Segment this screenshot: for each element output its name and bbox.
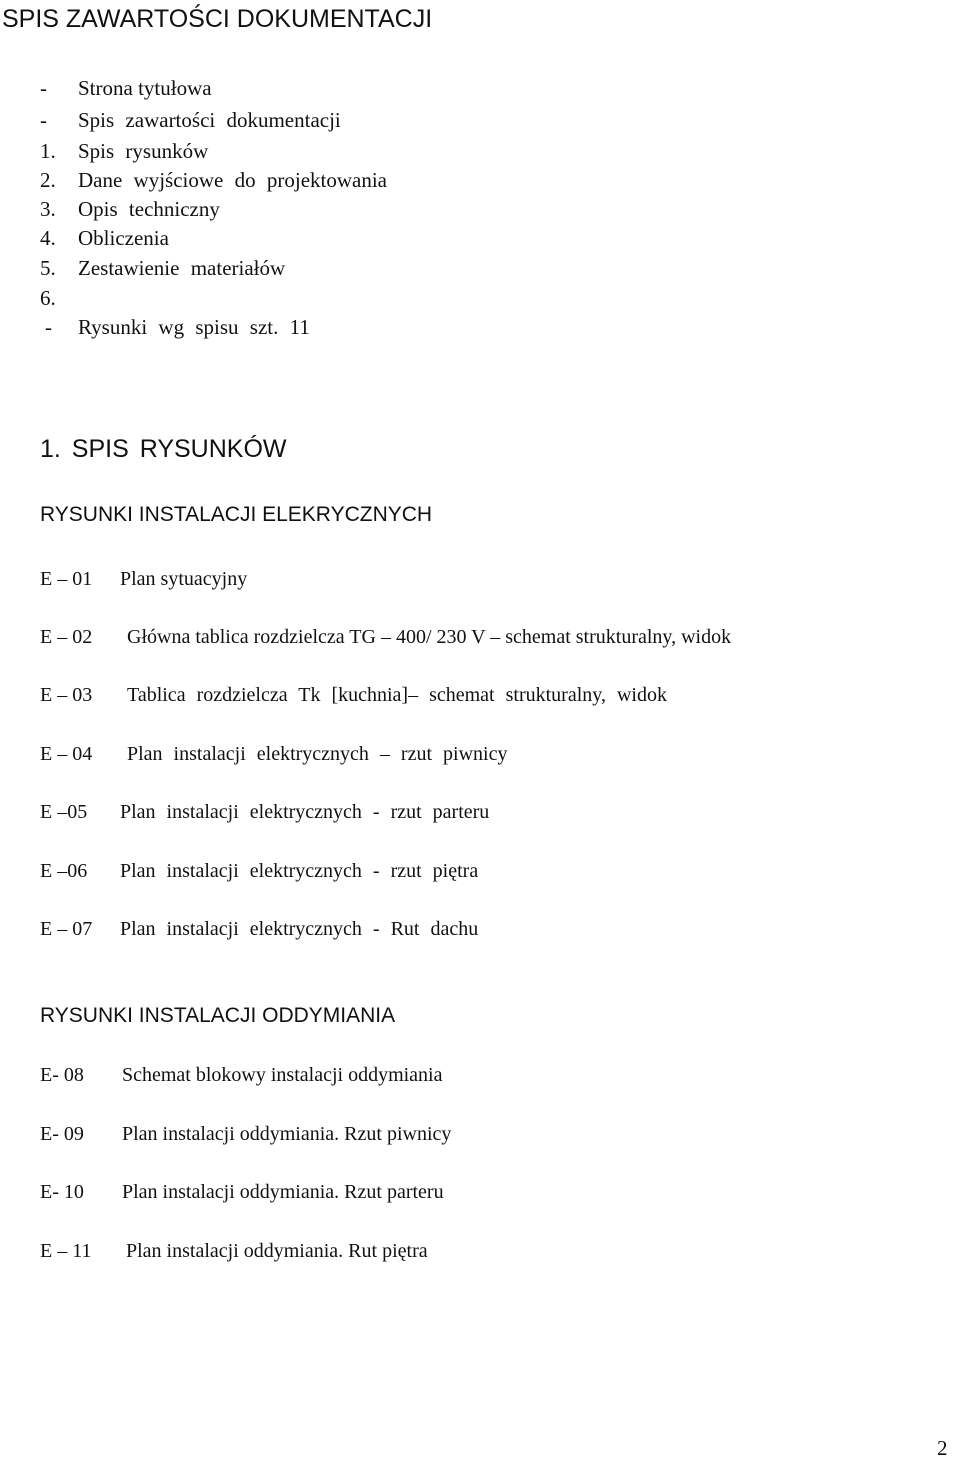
group-caption-smoke: RYSUNKI INSTALACJI ODDYMIANIA (40, 1004, 396, 1027)
list-marker: - (40, 76, 47, 100)
document-title: SPIS ZAWARTOŚCI DOKUMENTACJI (2, 5, 433, 33)
list-marker: 4. (40, 226, 56, 250)
drawing-code: E – 07 (40, 918, 93, 940)
drawing-code: E – 03 (40, 684, 93, 706)
list-marker: 6. (40, 286, 56, 310)
list-marker: 1. (40, 139, 56, 163)
list-item-text: Strona tytułowa (78, 76, 212, 100)
drawing-code: E- 10 (40, 1181, 84, 1203)
list-marker: 2. (40, 168, 56, 192)
drawing-title: Plan instalacji elektrycznych - rzut piętra (120, 860, 479, 882)
list-item-text: Spis rysunków (78, 139, 209, 163)
list-item-text: Rysunki wg spisu szt. 11 (78, 315, 310, 339)
drawing-title: Plan instalacji elektrycznych - Rut dachu (120, 918, 479, 940)
drawing-code: E –05 (40, 801, 88, 823)
group-caption-electrical: RYSUNKI INSTALACJI ELEKRYCZNYCH (40, 503, 433, 526)
list-item-text: Spis zawartości dokumentacji (78, 108, 341, 132)
drawing-code: E – 01 (40, 568, 93, 590)
drawing-title: Plan instalacji oddymiania. Rzut parteru (122, 1181, 444, 1203)
drawing-title: Plan instalacji oddymiania. Rut piętra (126, 1240, 428, 1262)
drawing-title: Plan instalacji elektrycznych – rzut piwnicy (127, 743, 508, 765)
drawing-title: Plan instalacji elektrycznych - rzut parteru (120, 801, 490, 823)
list-item-text: Obliczenia (78, 226, 169, 250)
drawing-title: Plan sytuacyjny (120, 568, 248, 590)
list-item-text: Dane wyjściowe do projektowania (78, 168, 387, 192)
drawing-code: E – 02 (40, 626, 93, 648)
list-marker: 5. (40, 256, 56, 280)
drawing-code: E- 09 (40, 1123, 84, 1145)
section-heading: 1. SPIS RYSUNKÓW (40, 435, 287, 463)
page-number: 2 (937, 1436, 948, 1460)
list-item-text: Opis techniczny (78, 197, 220, 221)
list-item-text: Zestawienie materiałów (78, 256, 286, 280)
drawing-code: E- 08 (40, 1064, 84, 1086)
list-marker: 3. (40, 197, 56, 221)
drawing-title: Schemat blokowy instalacji oddymiania (122, 1064, 443, 1086)
drawing-title: Plan instalacji oddymiania. Rzut piwnicy (122, 1123, 452, 1145)
drawing-title: Główna tablica rozdzielcza TG – 400/ 230 V – schemat strukturalny, widok (127, 626, 732, 648)
drawing-code: E –06 (40, 860, 88, 882)
drawing-title: Tablica rozdzielcza Tk [kuchnia]– schemat strukturalny, widok (127, 684, 667, 706)
drawing-code: E – 04 (40, 743, 93, 765)
list-marker: - (40, 108, 47, 132)
list-marker: - (45, 315, 52, 339)
drawing-code: E – 11 (40, 1240, 92, 1262)
